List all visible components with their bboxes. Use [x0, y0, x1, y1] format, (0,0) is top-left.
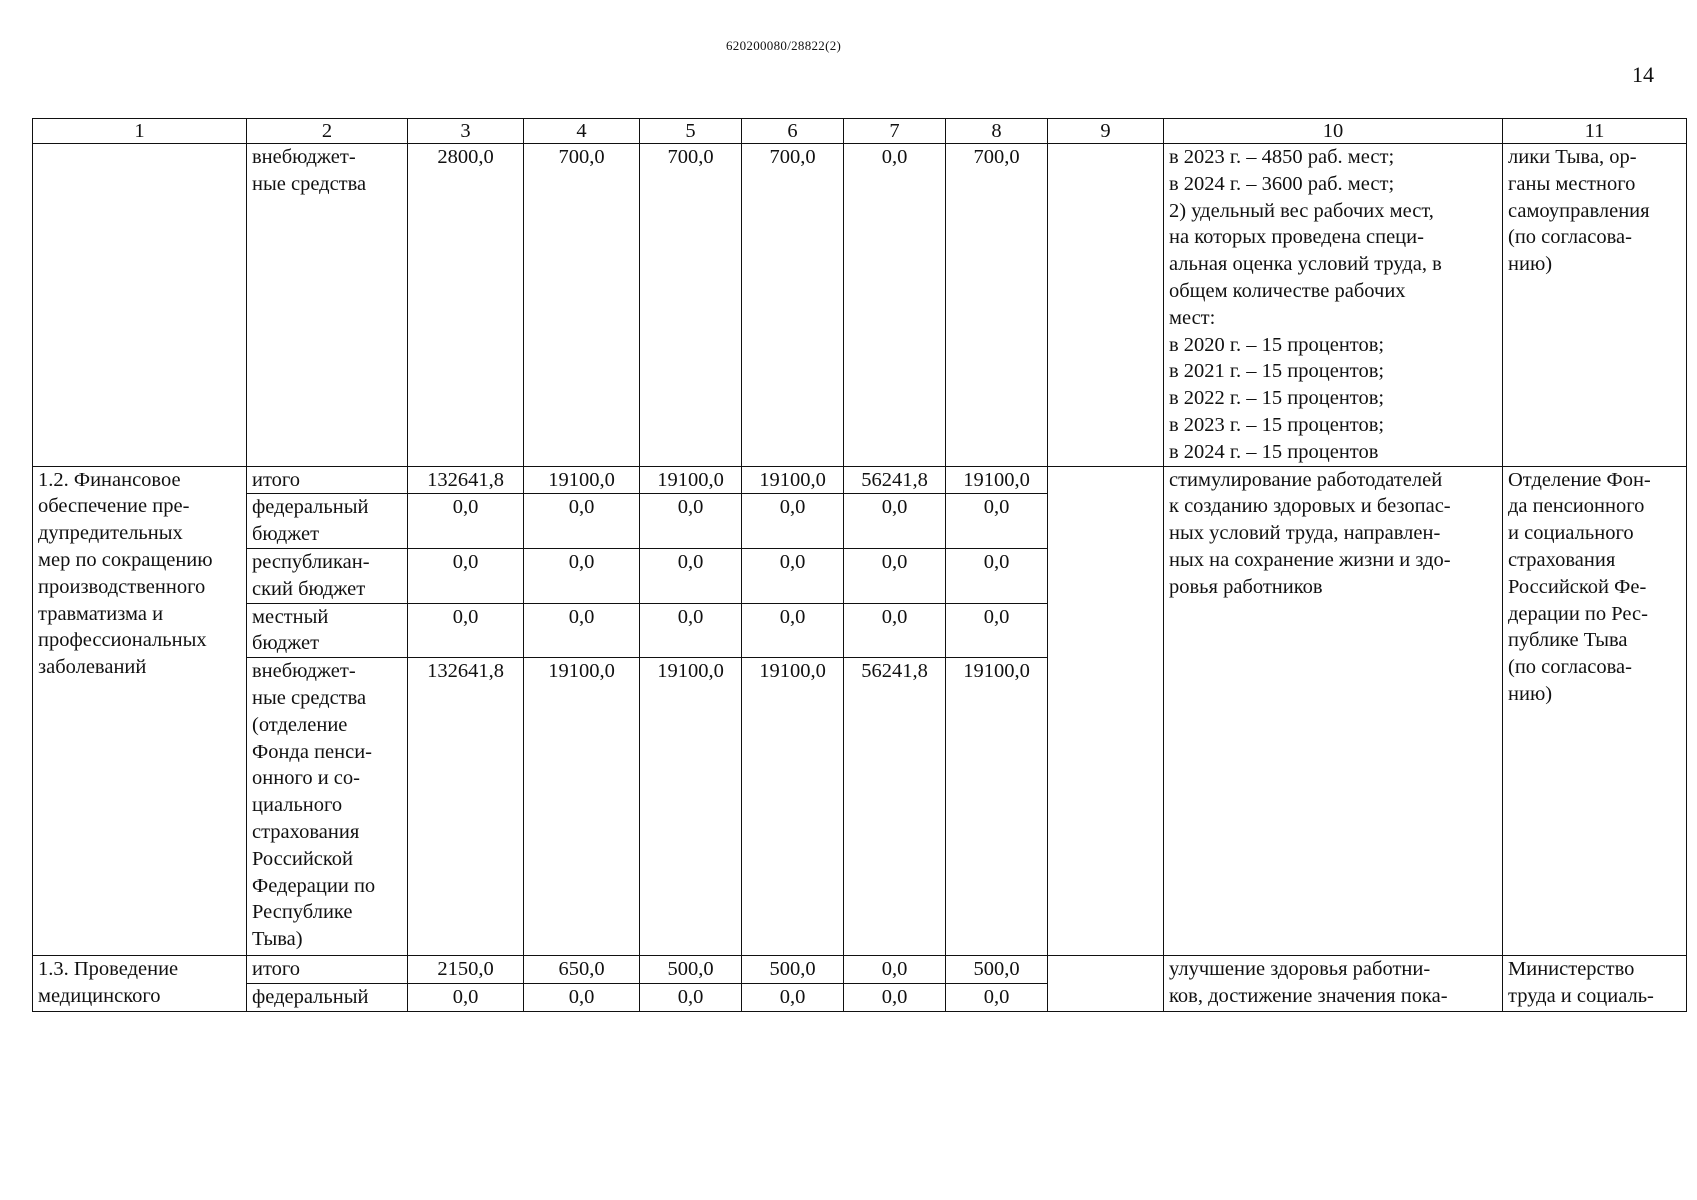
value-cell: 0,0: [742, 603, 844, 658]
value-cell: 0,0: [946, 494, 1048, 549]
program-table: [32, 118, 1687, 1012]
value-cell: 500,0: [742, 956, 844, 984]
value-cell: 0,0: [844, 983, 946, 1011]
value-cell: 0,0: [524, 494, 640, 549]
value-cell: 0,0: [946, 548, 1048, 603]
header-cell: 9: [1048, 119, 1164, 144]
measure-title: 1.2. Финансовое обеспечение пре- дупредительных мер по сокращению производственного травматизма и профессиональных заболеваний: [33, 466, 247, 956]
empty-cell: [1048, 466, 1164, 956]
value-cell: 2150,0: [408, 956, 524, 984]
value-cell: 0,0: [844, 494, 946, 549]
value-cell: 132641,8: [408, 658, 524, 956]
header-cell: 2: [247, 119, 408, 144]
value-cell: 19100,0: [640, 466, 742, 494]
value-cell: 2800,0: [408, 144, 524, 467]
value-cell: 0,0: [946, 983, 1048, 1011]
value-cell: 19100,0: [742, 658, 844, 956]
page-number: 14: [1632, 62, 1654, 87]
value-cell: 132641,8: [408, 466, 524, 494]
header-cell: 6: [742, 119, 844, 144]
table-row: [33, 466, 1687, 494]
value-cell: 0,0: [844, 548, 946, 603]
value-cell: 56241,8: [844, 658, 946, 956]
executor-text: Отделение Фон- да пенсионного и социального страхования Российской Фе- дерации по Рес- публике Тыва (по согласова- нию): [1503, 466, 1687, 956]
funding-source: итого: [247, 466, 408, 494]
value-cell: 700,0: [946, 144, 1048, 467]
value-cell: 700,0: [640, 144, 742, 467]
funding-source: итого: [247, 956, 408, 984]
value-cell: 0,0: [742, 548, 844, 603]
value-cell: 0,0: [408, 603, 524, 658]
document-number: 620200080/28822(2): [726, 38, 842, 53]
value-cell: 19100,0: [946, 658, 1048, 956]
indicator-text: улучшение здоровья работни- ков, достижение значения пока-: [1164, 956, 1503, 1012]
table-header-row: [33, 119, 1687, 144]
value-cell: 19100,0: [524, 658, 640, 956]
header-cell: 7: [844, 119, 946, 144]
value-cell: 650,0: [524, 956, 640, 984]
funding-source: внебюджет- ные средства (отделение Фонда пенси- онного и со- циального страхования Российской Федерации по Республике Тыва): [247, 658, 408, 956]
indicator-text: стимулирование работодателей к созданию здоровых и безопас- ных условий труда, направлен- ных на сохранение жизни и здо- ровья работников: [1164, 466, 1503, 956]
value-cell: 0,0: [640, 494, 742, 549]
value-cell: 500,0: [640, 956, 742, 984]
value-cell: 0,0: [408, 983, 524, 1011]
funding-source: местный бюджет: [247, 603, 408, 658]
value-cell: 0,0: [844, 956, 946, 984]
header-cell: 4: [524, 119, 640, 144]
funding-source: федеральный: [247, 983, 408, 1011]
empty-cell: [1048, 144, 1164, 467]
funding-source: внебюджет- ные средства: [247, 144, 408, 467]
header-cell: 3: [408, 119, 524, 144]
value-cell: 19100,0: [742, 466, 844, 494]
header-cell: 5: [640, 119, 742, 144]
header-cell: 1: [33, 119, 247, 144]
value-cell: 700,0: [524, 144, 640, 467]
measure-title: 1.3. Проведение медицинского: [33, 956, 247, 1012]
value-cell: 19100,0: [640, 658, 742, 956]
value-cell: 0,0: [524, 548, 640, 603]
value-cell: 0,0: [408, 494, 524, 549]
header-cell: 10: [1164, 119, 1503, 144]
value-cell: 19100,0: [946, 466, 1048, 494]
value-cell: 19100,0: [524, 466, 640, 494]
funding-source: республикан- ский бюджет: [247, 548, 408, 603]
funding-source: федеральный бюджет: [247, 494, 408, 549]
header-cell: 8: [946, 119, 1048, 144]
table-row: [33, 956, 1687, 984]
measure-cell: [33, 144, 247, 467]
value-cell: 0,0: [640, 548, 742, 603]
value-cell: 0,0: [946, 603, 1048, 658]
header-cell: 11: [1503, 119, 1687, 144]
value-cell: 56241,8: [844, 466, 946, 494]
value-cell: 0,0: [844, 603, 946, 658]
value-cell: 0,0: [524, 603, 640, 658]
value-cell: 0,0: [844, 144, 946, 467]
value-cell: 500,0: [946, 956, 1048, 984]
value-cell: 0,0: [640, 603, 742, 658]
executor-text: Министерство труда и социаль-: [1503, 956, 1687, 1012]
empty-cell: [1048, 956, 1164, 1012]
value-cell: 0,0: [742, 494, 844, 549]
value-cell: 700,0: [742, 144, 844, 467]
indicator-text: в 2023 г. – 4850 раб. мест; в 2024 г. – 3600 раб. мест; 2) удельный вес рабочих мест, на которых проведена специ- альная оценка условий труда, в общем количестве рабочих мест: в 2020 г. – 15 процентов; в 2021 г. – 15 процентов; в 2022 г. – 15 процентов; в 2023 г. – 15 процентов; в 2024 г. – 15 процентов: [1164, 144, 1503, 467]
table-row: [33, 144, 1687, 467]
value-cell: 0,0: [640, 983, 742, 1011]
executor-text: лики Тыва, ор- ганы местного самоуправления (по согласова- нию): [1503, 144, 1687, 467]
value-cell: 0,0: [408, 548, 524, 603]
value-cell: 0,0: [742, 983, 844, 1011]
value-cell: 0,0: [524, 983, 640, 1011]
